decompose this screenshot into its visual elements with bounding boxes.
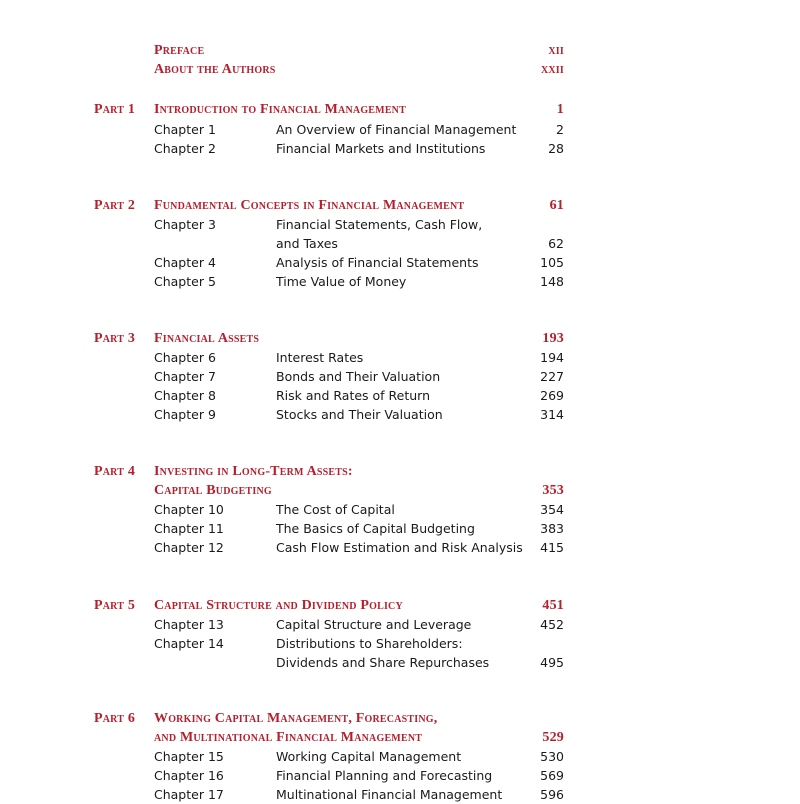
chapter-page: 2 [556,122,564,137]
chapter-number: Chapter 13 [154,617,224,632]
toc-preface-page: xii [548,43,564,58]
chapter-number: Chapter 6 [154,350,216,365]
chapter-page: 452 [540,617,564,632]
chapter-page: 227 [540,369,564,384]
chapter-page: 148 [540,274,564,289]
chapter-title: Risk and Rates of Return [276,388,431,403]
toc-about-authors-page: xxii [540,62,564,77]
part-title: Introduction to Financial Management [154,102,406,117]
chapter-page: 530 [540,749,564,764]
chapter-page: 28 [548,141,564,156]
part-title: Financial Assets [154,331,260,346]
chapter-page: 62 [548,236,564,251]
chapter-number: Chapter 7 [154,369,216,384]
part-title: Investing in Long-Term Assets: [154,464,353,479]
chapter-page: 569 [540,768,564,783]
chapter-page: 354 [540,502,564,517]
chapter-number: Chapter 14 [154,636,224,651]
chapter-title: Analysis of Financial Statements [276,255,479,270]
part-page: 451 [542,598,564,613]
chapter-number: Chapter 10 [154,502,224,517]
chapter-number: Chapter 15 [154,749,224,764]
chapter-title-continued: and Taxes [276,236,338,251]
part-title-continued: Capital Budgeting [154,483,272,498]
chapter-number: Chapter 4 [154,255,216,270]
chapter-number: Chapter 2 [154,141,216,156]
part-label: Part 6 [94,711,136,726]
chapter-page: 194 [540,350,564,365]
chapter-page: 105 [540,255,564,270]
chapter-page: 269 [540,388,564,403]
chapter-title: Multinational Financial Management [276,787,503,802]
part-page: 193 [542,331,564,346]
chapter-title: Working Capital Management [276,749,462,764]
chapter-number: Chapter 5 [154,274,216,289]
part-label: Part 3 [94,331,136,346]
part-page: 61 [549,198,564,213]
part-title: Capital Structure and Dividend Policy [154,598,403,613]
chapter-number: Chapter 17 [154,787,224,802]
chapter-title: The Basics of Capital Budgeting [276,521,475,536]
chapter-title: The Cost of Capital [276,502,395,517]
toc-preface-title: Preface [154,43,205,58]
part-label: Part 1 [94,102,136,117]
chapter-page: 314 [540,407,564,422]
chapter-title-continued: Dividends and Share Repurchases [276,655,490,670]
chapter-number: Chapter 8 [154,388,216,403]
toc-about-authors-title: About the Authors [154,62,276,77]
part-page: 1 [556,102,564,117]
part-title-continued: and Multinational Financial Management [154,730,423,745]
chapter-page: 415 [540,540,564,555]
chapter-number: Chapter 12 [154,540,224,555]
part-page: 353 [542,483,564,498]
chapter-page: 495 [540,655,564,670]
chapter-number: Chapter 1 [154,122,216,137]
part-label: Part 5 [94,598,136,613]
chapter-title: Interest Rates [276,350,364,365]
chapter-title: Financial Markets and Institutions [276,141,486,156]
chapter-title: Time Value of Money [276,274,407,289]
chapter-title: Cash Flow Estimation and Risk Analysis [276,540,523,555]
part-title: Fundamental Concepts in Financial Management [154,198,465,213]
chapter-page: 596 [540,787,564,802]
chapter-number: Chapter 3 [154,217,216,232]
chapter-number: Chapter 11 [154,521,224,536]
part-title: Working Capital Management, Forecasting, [154,711,438,726]
chapter-title: Bonds and Their Valuation [276,369,441,384]
chapter-number: Chapter 9 [154,407,216,422]
chapter-title: Financial Planning and Forecasting [276,768,493,783]
part-page: 529 [542,730,564,745]
chapter-title: Distributions to Shareholders: [276,636,463,651]
chapter-title: Capital Structure and Leverage [276,617,472,632]
chapter-title: An Overview of Financial Management [276,122,517,137]
chapter-title: Stocks and Their Valuation [276,407,443,422]
part-label: Part 2 [94,198,136,213]
chapter-number: Chapter 16 [154,768,224,783]
part-label: Part 4 [94,464,136,479]
chapter-page: 383 [540,521,564,536]
chapter-title: Financial Statements, Cash Flow, [276,217,483,232]
